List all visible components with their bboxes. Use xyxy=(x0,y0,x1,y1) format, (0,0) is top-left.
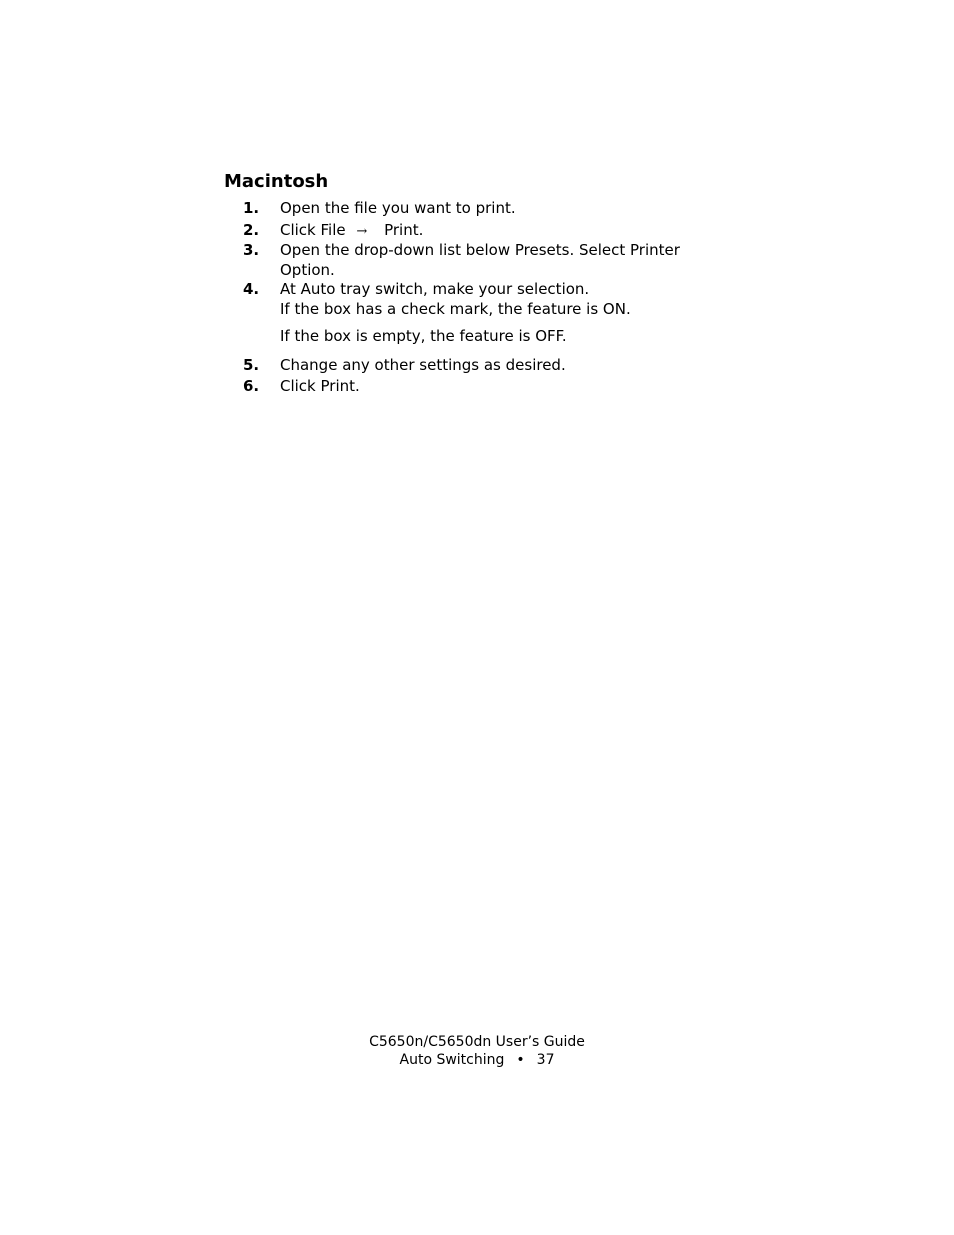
step-number: 3. xyxy=(243,241,260,259)
step-line: At Auto tray switch, make your selection. xyxy=(280,280,590,298)
step-text xyxy=(280,241,720,280)
page-number: 37 xyxy=(536,1052,555,1068)
step-note: If the box is empty, the feature is OFF. xyxy=(280,327,567,345)
step-number: 1. xyxy=(243,199,260,217)
footer-guide-title: C5650n/C5650dn User’s Guide xyxy=(369,1034,585,1050)
step-number: 6. xyxy=(243,377,260,395)
step-line: Click Print. xyxy=(280,377,360,395)
step-line: Open the file you want to print. xyxy=(280,199,516,217)
step-number: 5. xyxy=(243,356,260,374)
page-footer xyxy=(0,1033,954,1069)
bullet-icon: • xyxy=(516,1052,525,1068)
step-text xyxy=(280,199,720,219)
footer-page-line xyxy=(0,1051,954,1069)
step-line: Open the drop-down list below Presets. Select Printer xyxy=(280,241,680,259)
section-heading: Macintosh xyxy=(224,171,329,192)
footer-chapter: Auto Switching xyxy=(399,1052,505,1068)
step-text xyxy=(280,280,720,347)
step-number: 4. xyxy=(243,280,260,298)
step-text-before: Click File xyxy=(280,221,346,239)
step-line: Change any other settings as desired. xyxy=(280,356,566,374)
step-number: 2. xyxy=(243,221,260,239)
right-arrow-icon: → xyxy=(356,224,368,239)
step-text xyxy=(280,356,720,376)
step-line: If the box has a check mark, the feature is ON. xyxy=(280,299,631,318)
step-text xyxy=(280,377,720,397)
step-text xyxy=(280,221,720,242)
step-line: Option. xyxy=(280,260,335,279)
step-text-after: Print. xyxy=(384,221,424,239)
